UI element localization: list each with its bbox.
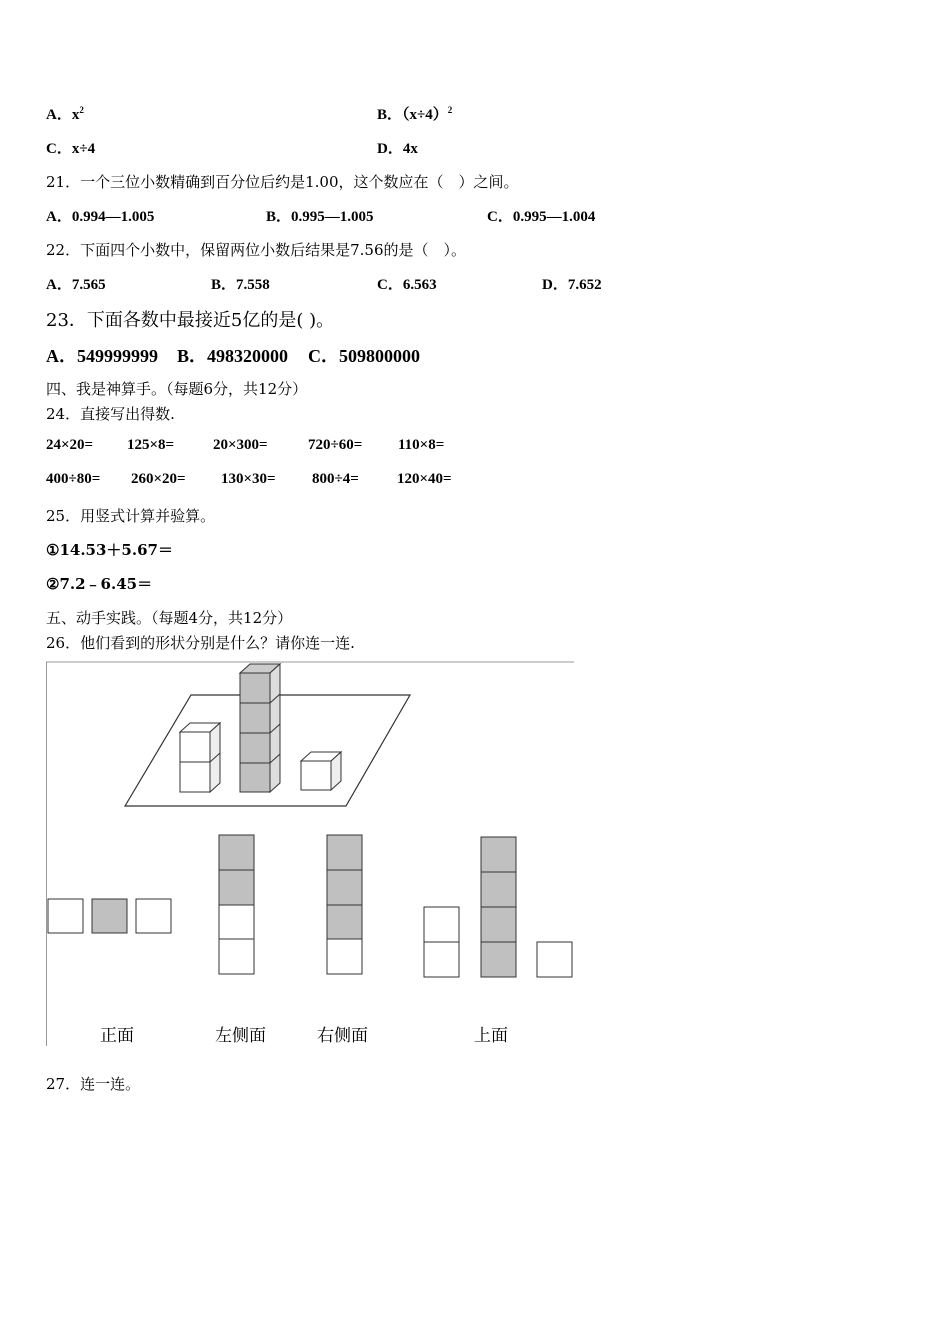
q22-option-b: B．7.558	[211, 277, 270, 293]
q22-stem: 22．下面四个小数中，保留两位小数后结果是7.56的是（ ）。	[46, 241, 466, 259]
q20-option-c: C．x÷4	[46, 141, 96, 157]
middle-cube-stack	[240, 664, 280, 792]
section4-title: 四、我是神算手。（每题6分，共12分）	[46, 380, 308, 398]
q24-item: 260×20=	[131, 471, 186, 487]
q24-item: 720÷60=	[308, 437, 363, 453]
q24-item: 20×300=	[213, 437, 268, 453]
view-option-column-a[interactable]	[219, 835, 254, 974]
section5-title: 五、动手实践。（每题4分，共12分）	[46, 609, 293, 627]
q22-option-c: C．6.563	[377, 277, 437, 293]
q23-option-c: C．509800000	[308, 346, 420, 366]
left-cube-stack	[180, 723, 220, 792]
label-left-side[interactable]: 左侧面	[215, 1026, 266, 1046]
q20-option-a	[46, 103, 84, 124]
q20-option-d: D．4x	[377, 141, 418, 157]
q20-option-b-text: B．（x÷4）	[377, 107, 448, 123]
right-single-cube	[301, 752, 341, 790]
q23-option-b: B．498320000	[177, 346, 289, 366]
q25-item-1: ①14.53＋5.67＝	[46, 541, 173, 559]
label-front[interactable]: 正面	[100, 1026, 134, 1046]
view-option-column-b[interactable]	[327, 835, 362, 974]
q22-option-a: A．7.565	[46, 277, 106, 293]
q25-item-2: ②7.2﹣6.45＝	[46, 575, 153, 593]
q24-item: 125×8=	[127, 437, 175, 453]
view-option-top[interactable]	[424, 837, 572, 977]
q20-option-b-sup: 2	[447, 105, 453, 115]
q21-option-b: B．0.995—1.005	[266, 209, 374, 225]
q20-option-b	[377, 103, 452, 124]
q24-stem: 24．直接写出得数.	[46, 405, 175, 423]
label-top[interactable]: 上面	[474, 1026, 508, 1046]
q24-item: 120×40=	[397, 471, 452, 487]
q25-stem: 25．用竖式计算并验算。	[46, 507, 216, 525]
q24-item: 400÷80=	[46, 471, 101, 487]
q24-item: 130×30=	[221, 471, 276, 487]
q23-option-a: A．549999999	[46, 346, 158, 366]
q20-option-a-text: A．x	[46, 107, 80, 123]
q27-stem: 27．连一连。	[46, 1075, 141, 1093]
q21-option-a: A．0.994—1.005	[46, 209, 155, 225]
q22-option-d: D．7.652	[542, 277, 602, 293]
q21-stem: 21．一个三位小数精确到百分位后约是1.00，这个数应在（ ）之间。	[46, 173, 519, 191]
q23-stem: 23．下面各数中最接近5亿的是( )。	[46, 310, 335, 331]
q21-option-c: C．0.995—1.004	[487, 209, 596, 225]
label-right-side[interactable]: 右侧面	[317, 1026, 368, 1046]
q24-item: 110×8=	[398, 437, 445, 453]
cube-views-figure	[46, 660, 574, 1046]
view-option-row[interactable]	[48, 899, 171, 933]
q26-stem: 26．他们看到的形状分别是什么？请你连一连.	[46, 634, 355, 652]
q20-option-a-sup: 2	[79, 105, 84, 115]
q24-item: 800÷4=	[312, 471, 359, 487]
q24-item: 24×20=	[46, 437, 94, 453]
